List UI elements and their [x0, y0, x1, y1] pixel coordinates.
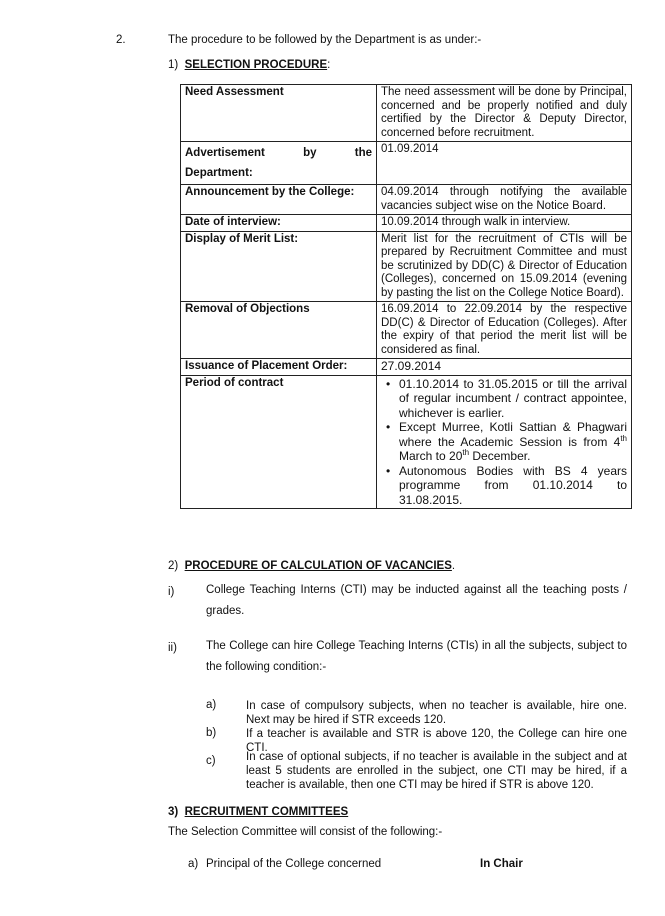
condition-c-text: In case of optional subjects, if no teacher is available in the subject and at least 5 students are enrolled in the subject, one CTI may be hired, if a teacher is available, then one CTI may be hired if STR is above 120. [246, 751, 627, 791]
period-bullet-1: • 01.10.2014 to 31.05.2015 or till the arrival of regular incumbent / contract appointee, whichever is earlier. [399, 377, 627, 421]
period-value [377, 375, 632, 509]
superscript-th: th [620, 433, 627, 443]
selection-heading [168, 59, 330, 71]
objections-key: Removal of Objections [181, 302, 377, 359]
interview-key: Date of interview: [181, 215, 377, 232]
condition-b-label: b) [206, 727, 217, 739]
calc-dot: . [451, 560, 456, 572]
announcement-value: 04.09.2014 through notifying the available vacancies subject wise on the Notice Board. [377, 185, 632, 215]
objections-value: 16.09.2014 to 22.09.2014 by the respective DD(C) & Director of Education (Colleges). After the expiry of that period the merit list will be considered as final. [377, 302, 632, 359]
table-row [181, 231, 632, 302]
table-row [181, 142, 632, 185]
need-assessment-key: Need Assessment [181, 85, 377, 142]
need-assessment-value: The need assessment will be done by Principal, concerned and be properly notified and duly certified by the Director & Deputy Director, concerned before recruitment. [377, 85, 632, 142]
table-row [181, 359, 632, 376]
recruitment-title: RECRUITMENT COMMITTEES [184, 806, 349, 818]
merit-list-value: Merit list for the recruitment of CTIs will be prepared by Recruitment Committee and must be scrutinized by DD(C) & Director of Education (Colleges), concerned on 15.09.2014 (evening by pasting the list on the College Notice Board). [377, 231, 632, 302]
recruitment-number: 3) [168, 806, 179, 818]
committee-a-role: In Chair [480, 858, 523, 870]
condition-b-text: If a teacher is available and STR is above 120, the College can hire one CTI. [246, 728, 627, 754]
table-row [181, 375, 632, 509]
selection-colon: : [327, 59, 331, 71]
placement-key: Issuance of Placement Order: [181, 359, 377, 376]
calc-title: PROCEDURE OF CALCULATION OF VACANCIES [184, 560, 452, 572]
announcement-key: Announcement by the College: [181, 185, 377, 215]
placement-value: 27.09.2014 [377, 359, 632, 376]
interview-value: 10.09.2014 through walk in interview. [377, 215, 632, 232]
selection-number: 1) [168, 59, 179, 71]
advertisement-key-department: Department: [185, 167, 253, 179]
table-row [181, 185, 632, 215]
section-number: 2. [116, 34, 126, 46]
recruitment-intro: The Selection Committee will consist of the following:- [168, 826, 443, 838]
item-ii-text: The College can hire College Teaching Interns (CTIs) in all the subjects, subject to the following condition:- [206, 640, 627, 673]
committee-a-label: a) [188, 858, 199, 870]
item-ii-label: ii) [168, 642, 177, 654]
section-intro: The procedure to be followed by the Department is as under:- [168, 34, 482, 46]
item-i-text: College Teaching Interns (CTI) may be inducted against all the teaching posts / grades. [206, 584, 627, 617]
superscript-th: th [462, 448, 470, 457]
period-bullet-2-text-c: December. [469, 449, 531, 463]
recruitment-heading [168, 806, 348, 818]
selection-title: SELECTION PROCEDURE [184, 59, 328, 71]
calc-heading [168, 560, 455, 572]
period-bullet-2-text-b: March to 20 [399, 449, 463, 463]
table-row [181, 215, 632, 232]
condition-c-label: c) [206, 755, 216, 767]
condition-a-text: In case of compulsory subjects, when no teacher is available, hire one. Next may be hired if STR exceeds 120. [246, 700, 627, 726]
table-row [181, 85, 632, 142]
selection-table [180, 84, 632, 509]
period-bullet-3: • Autonomous Bodies with BS 4 years programme from 01.10.2014 to 31.08.2015. [399, 464, 627, 508]
advertisement-key-the: the [354, 147, 372, 159]
advertisement-key-by: by [303, 147, 317, 159]
committee-a-text: Principal of the College concerned [206, 858, 382, 870]
advertisement-key [181, 142, 377, 185]
table-row [181, 302, 632, 359]
condition-a-label: a) [206, 699, 217, 711]
period-bullet-2 [399, 420, 627, 464]
period-key: Period of contract [181, 375, 377, 509]
advertisement-key-word: Advertisement [185, 147, 265, 159]
period-bullet-2-text-a: Except Murree, Kotli Sattian & Phagwari where the Academic Session is from 4 [399, 420, 627, 449]
merit-list-key: Display of Merit List: [181, 231, 377, 302]
advertisement-value: 01.09.2014 [377, 142, 632, 185]
item-i-label: i) [168, 586, 175, 598]
calc-number: 2) [168, 560, 179, 572]
